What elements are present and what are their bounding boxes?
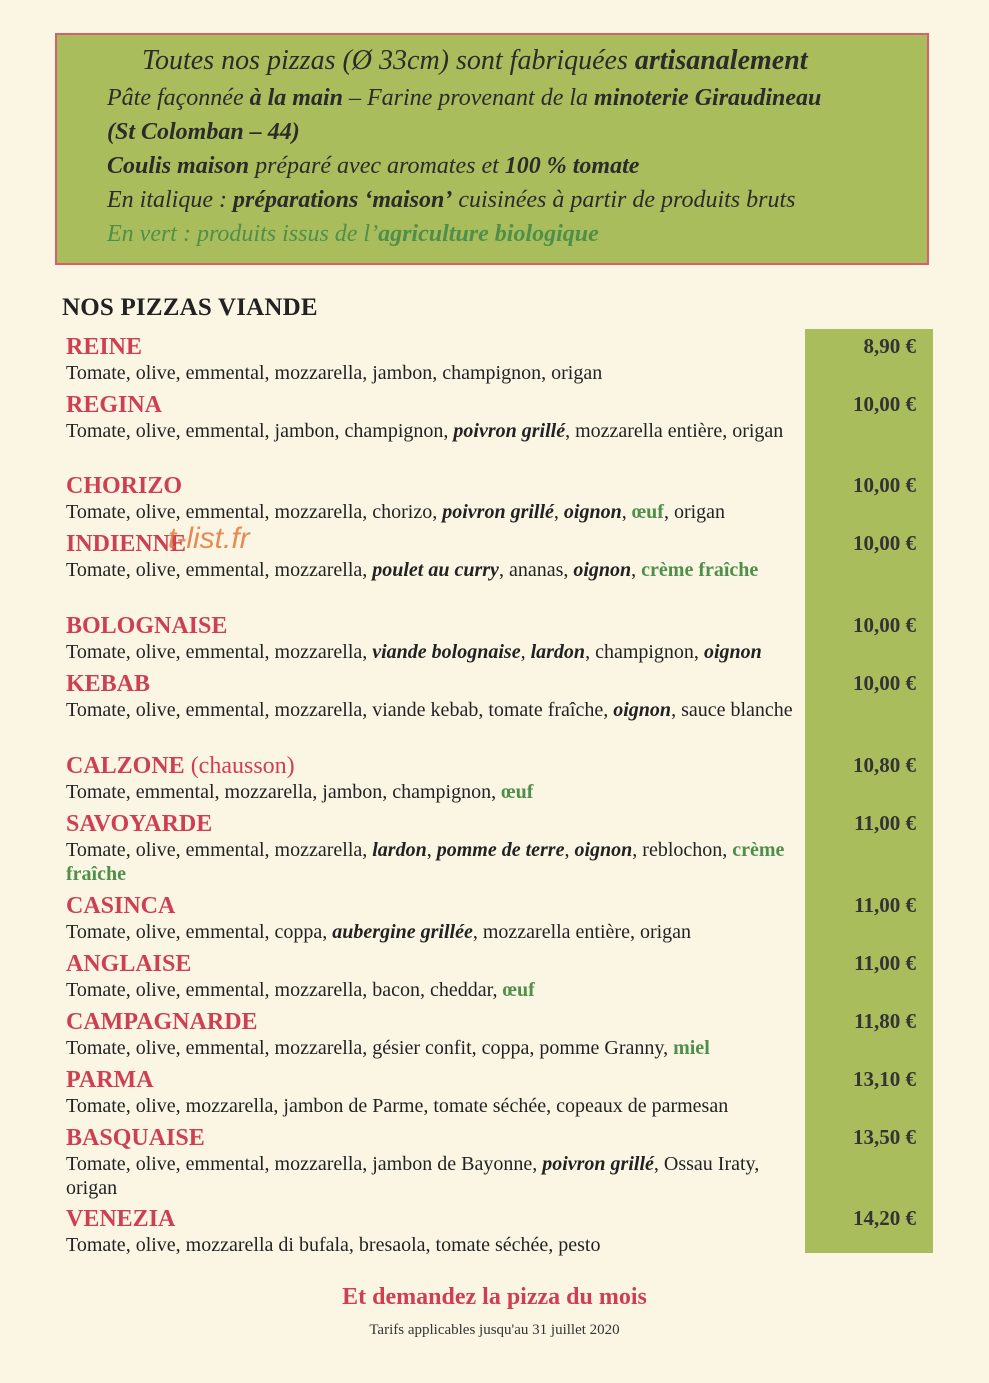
ingredient-text: Tomate, olive, mozzarella di bufala, bresaola, tomate séchée, pesto xyxy=(66,1234,601,1256)
pizza-ingredients xyxy=(66,1152,796,1200)
ingredient-text: , reblochon, xyxy=(632,839,733,861)
organic-ingredient: œuf xyxy=(631,501,664,523)
pizza-name xyxy=(66,892,896,920)
ingredient-text: Tomate, olive, emmental, coppa, xyxy=(66,921,333,943)
menu-item xyxy=(66,391,896,443)
ingredient-text: , xyxy=(621,501,632,523)
pizza-ingredients xyxy=(66,1094,796,1118)
menu-item xyxy=(66,892,896,944)
pizza-ingredients xyxy=(66,1036,796,1060)
ingredient-text: Tomate, olive, emmental, mozzarella, bacon, cheddar, xyxy=(66,979,503,1001)
pizza-price: 10,00 € xyxy=(853,613,916,637)
pizza-name-text: CHORIZO xyxy=(66,473,183,499)
pizza-name-text: BASQUAISE xyxy=(66,1125,205,1151)
homemade-ingredient: oignon xyxy=(573,559,632,581)
pizza-ingredients xyxy=(66,558,796,582)
pizza-ingredients xyxy=(66,698,796,722)
pizza-ingredients xyxy=(66,1233,796,1257)
organic-ingredient: œuf xyxy=(502,979,535,1001)
homemade-ingredient: pomme de terre xyxy=(436,839,565,861)
ingredient-text: , xyxy=(631,559,642,581)
pizza-ingredients xyxy=(66,780,796,804)
menu-item xyxy=(66,752,896,804)
ingredient-text: , origan xyxy=(663,501,726,523)
homemade-ingredient: oignon xyxy=(703,641,762,663)
menu-item xyxy=(66,333,896,385)
pizza-name-text: REINE xyxy=(66,334,143,360)
pizza-ingredients xyxy=(66,419,796,443)
pizza-name xyxy=(66,472,896,500)
ingredient-text: , xyxy=(520,641,531,663)
ingredient-text: Tomate, olive, emmental, mozzarella, viande kebab, tomate fraîche, xyxy=(66,699,614,721)
pizza-price: 13,50 € xyxy=(853,1125,916,1149)
pizza-name xyxy=(66,612,896,640)
ingredient-text: Tomate, olive, emmental, mozzarella, chorizo, xyxy=(66,501,443,523)
pizza-price: 8,90 € xyxy=(863,334,916,358)
pizza-name-text: SAVOYARDE xyxy=(66,811,213,837)
pizza-ingredients xyxy=(66,920,796,944)
ingredient-text: Tomate, olive, emmental, jambon, champignon, xyxy=(66,420,454,442)
pizza-name-text: VENEZIA xyxy=(66,1206,176,1232)
organic-ingredient: miel xyxy=(673,1037,710,1059)
homemade-ingredient: oignon xyxy=(563,501,622,523)
pizza-name xyxy=(66,391,896,419)
ingredient-text: Tomate, olive, emmental, mozzarella, gésier confit, coppa, pomme Granny, xyxy=(66,1037,674,1059)
pizza-ingredients xyxy=(66,838,796,886)
ingredient-text: , sauce blanche xyxy=(671,699,793,721)
homemade-ingredient: viande bolognaise xyxy=(372,641,521,663)
menu-item xyxy=(66,1205,896,1257)
pizza-price: 11,00 € xyxy=(854,951,916,975)
homemade-ingredient: oignon xyxy=(574,839,633,861)
ingredient-text: Tomate, olive, mozzarella, jambon de Parme, tomate séchée, copeaux de parmesan xyxy=(66,1095,729,1117)
ingredient-text: , mozzarella entière, origan xyxy=(565,420,784,442)
footer-note: Tarifs applicables jusqu'au 31 juillet 2020 xyxy=(369,1322,620,1338)
watermark: t-list.fr xyxy=(168,522,250,555)
menu-item xyxy=(66,670,896,722)
pizza-name-text: CALZONE xyxy=(66,753,185,779)
info-line-italic-legend: En italique : préparations ‘maison’ cuisinées à partir de produits bruts xyxy=(107,187,796,213)
pizza-name xyxy=(66,333,896,361)
ingredient-text: Tomate, olive, emmental, mozzarella, xyxy=(66,559,373,581)
pizza-ingredients xyxy=(66,500,796,524)
ingredient-text: Tomate, olive, emmental, mozzarella, jambon de Bayonne, xyxy=(66,1153,543,1175)
pizza-name-text: ANGLAISE xyxy=(66,951,192,977)
ingredient-text: , champignon, xyxy=(585,641,704,663)
homemade-ingredient: aubergine grillée xyxy=(332,921,473,943)
pizza-name xyxy=(66,1124,896,1152)
pizza-name xyxy=(66,1008,896,1036)
organic-ingredient: crème fraîche xyxy=(641,559,759,581)
pizza-name xyxy=(66,670,896,698)
pizza-price: 10,80 € xyxy=(853,753,916,777)
organic-ingredient: crème fraîche xyxy=(66,839,785,885)
homemade-ingredient: poivron grillé xyxy=(542,1153,654,1175)
info-line-sauce: Coulis maison préparé avec aromates et 100 % tomate xyxy=(107,153,640,179)
menu-item xyxy=(66,950,896,1002)
pizza-name xyxy=(66,950,896,978)
menu-item xyxy=(66,1124,896,1200)
info-line-dough: Pâte façonnée à la main – Farine provenant de la minoterie Giraudineau xyxy=(107,85,822,111)
info-line-size: Toutes nos pizzas (Ø 33cm) sont fabriquées artisanalement xyxy=(142,45,808,76)
ingredient-text: , xyxy=(564,839,575,861)
menu-item xyxy=(66,810,896,886)
info-box xyxy=(55,33,929,265)
pizza-price: 10,00 € xyxy=(853,473,916,497)
info-line-location: (St Colomban – 44) xyxy=(107,119,300,145)
pizza-name-text: INDIENNE xyxy=(66,531,187,557)
ingredient-text: Tomate, olive, emmental, mozzarella, xyxy=(66,839,373,861)
menu-item xyxy=(66,1066,896,1118)
pizza-price: 13,10 € xyxy=(853,1067,916,1091)
ingredient-text: , xyxy=(553,501,564,523)
ingredient-text: Tomate, olive, emmental, mozzarella, xyxy=(66,641,373,663)
pizza-price: 14,20 € xyxy=(853,1206,916,1230)
homemade-ingredient: oignon xyxy=(613,699,672,721)
homemade-ingredient: lardon xyxy=(372,839,427,861)
pizza-name-text: CASINCA xyxy=(66,893,176,919)
menu-item xyxy=(66,1008,896,1060)
ingredient-text: , mozzarella entière, origan xyxy=(472,921,692,943)
pizza-name xyxy=(66,752,896,780)
pizza-name-text: PARMA xyxy=(66,1067,154,1093)
pizza-price: 10,00 € xyxy=(853,392,916,416)
pizza-name-text: CAMPAGNARDE xyxy=(66,1009,258,1035)
ingredient-text: Tomate, emmental, mozzarella, jambon, champignon, xyxy=(66,781,502,803)
pizza-name xyxy=(66,810,896,838)
info-line-green-legend: En vert : produits issus de l’agriculture biologique xyxy=(107,221,599,247)
homemade-ingredient: poivron grillé xyxy=(453,420,566,442)
homemade-ingredient: poulet au curry xyxy=(372,559,499,581)
pizza-name-subtitle: (chausson) xyxy=(184,753,295,779)
ingredient-text: Tomate, olive, emmental, mozzarella, jambon, champignon, origan xyxy=(66,362,603,384)
pizza-name-text: REGINA xyxy=(66,392,163,418)
homemade-ingredient: poivron grillé xyxy=(442,501,554,523)
menu-item xyxy=(66,472,896,524)
pizza-ingredients xyxy=(66,640,796,664)
section-title: NOS PIZZAS VIANDE xyxy=(62,294,318,321)
menu-item xyxy=(66,612,896,664)
pizza-name-text: KEBAB xyxy=(66,671,151,697)
pizza-price: 10,00 € xyxy=(853,671,916,695)
pizza-price: 11,00 € xyxy=(854,893,916,917)
pizza-ingredients xyxy=(66,978,796,1002)
ingredient-text: , ananas, xyxy=(498,559,574,581)
ingredient-text: , Ossau Iraty, origan xyxy=(66,1153,760,1199)
pizza-name xyxy=(66,1205,896,1233)
pizza-ingredients xyxy=(66,361,796,385)
homemade-ingredient: lardon xyxy=(530,641,586,663)
ingredient-text: , xyxy=(426,839,437,861)
pizza-name-text: BOLOGNAISE xyxy=(66,613,228,639)
footer-title: Et demandez la pizza du mois xyxy=(342,1284,647,1310)
pizza-price: 11,00 € xyxy=(854,811,916,835)
organic-ingredient: œuf xyxy=(501,781,534,803)
pizza-price: 11,80 € xyxy=(854,1009,916,1033)
pizza-name xyxy=(66,1066,896,1094)
pizza-price: 10,00 € xyxy=(853,531,916,555)
